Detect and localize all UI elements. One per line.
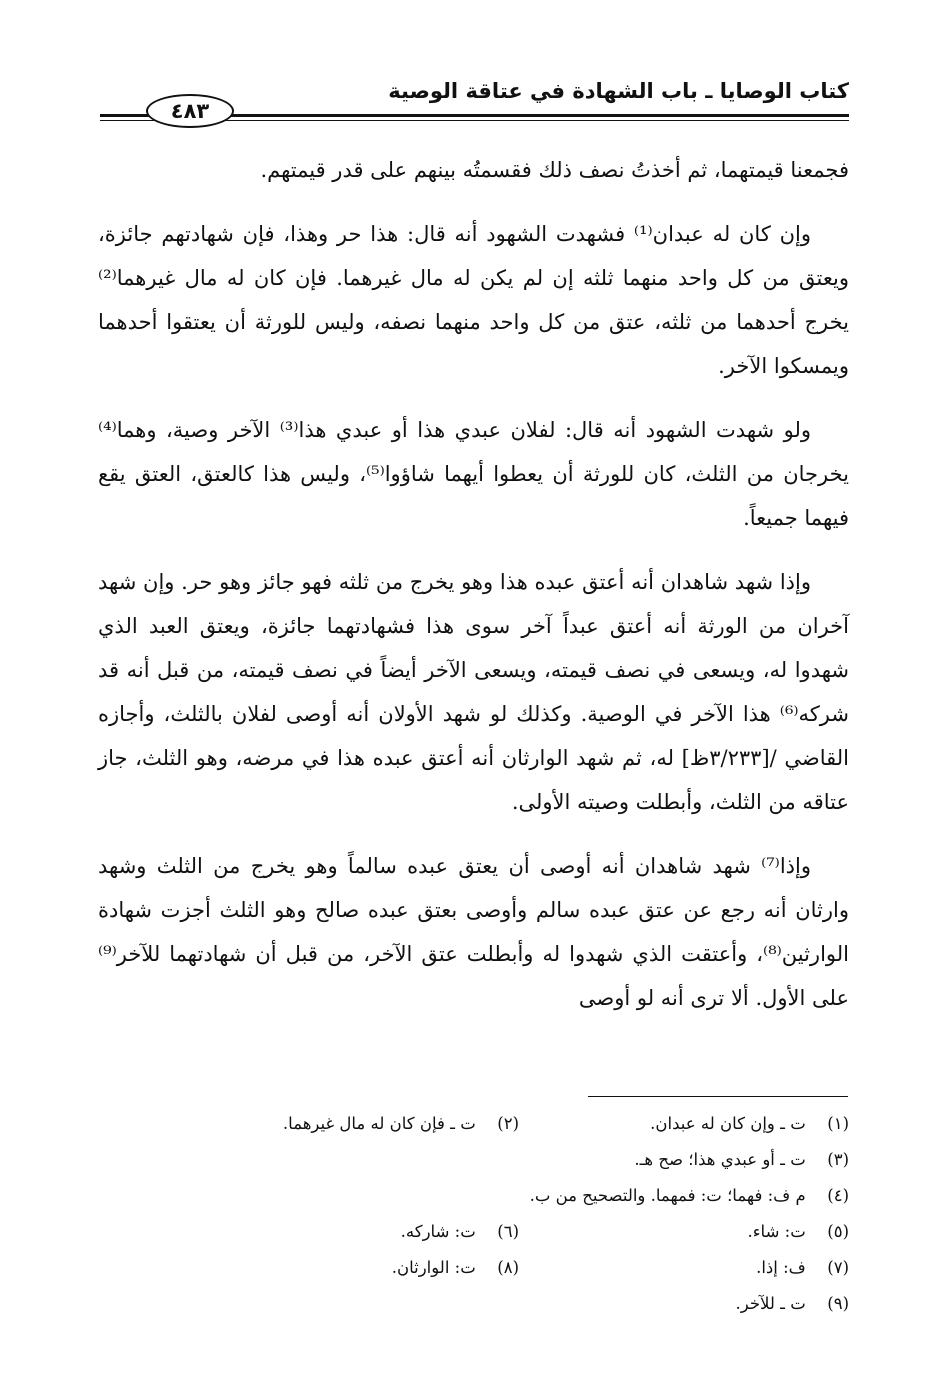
footnote-row [100, 1250, 849, 1286]
footnote-8 [189, 1250, 519, 1286]
main-text [98, 148, 849, 1020]
footnote-row [100, 1178, 849, 1214]
paragraph-2: وإن كان له عبدان⁽¹⁾ فشهدت الشهود أنه قال: هذا حر وهذا، فإن شهادتهم جائزة، ويعتق من كل واحد منهما ثلثه إن لم يكن له مال غيرهما. فإن كان له مال غيرهما⁽²⁾ يخرج أحدهما من ثلثه، عتق من كل واحد منهما نصفه، وليس للورثة أن يعتقوا أحدهما ويمسكوا الآخر. [98, 222, 849, 378]
footnote-marker: (٤) [827, 1186, 849, 1205]
footnote-row [100, 1286, 849, 1322]
footnote-text: م ف: فهما؛ ت: فمهما. والتصحيح من ب. [529, 1186, 806, 1205]
footnote-text: ت: الوارثان. [391, 1258, 476, 1277]
footnote-text: ت: شاء. [747, 1222, 806, 1241]
paragraph-3: ولو شهدت الشهود أنه قال: لفلان عبدي هذا أو عبدي هذا⁽³⁾ الآخر وصية، وهما⁽⁴⁾ يخرجان من الثلث، كان للورثة أن يعطوا أيهما شاؤوا⁽⁵⁾، وليس هذا كالعتق، العتق يقع فيهما جميعاً. [98, 418, 849, 530]
footnote-marker: (٦) [497, 1222, 519, 1241]
footnote-6 [189, 1214, 519, 1250]
footnote-marker: (٢) [497, 1114, 519, 1133]
footnote-marker: (٨) [497, 1258, 519, 1277]
paragraph-4: وإذا شهد شاهدان أنه أعتق عبده هذا وهو يخرج من ثلثه فهو جائز وهو حر. وإن شهد آخران من الورثة أنه أعتق عبداً آخر سوى هذا فشهادتهما جائزة، ويعتق العبد الذي شهدوا له، ويسعى في نصف قيمته، ويسعى الآخر أيضاً في نصف قيمته، من قبل أنه قد شركه⁽⁶⁾ هذا الآخر في الوصية. وكذلك لو شهد الأولان أنه أوصى لفلان بالثلث، وأجازه القاضي /[٣/٢٣٣ظ] له، ثم شهد الوارثان أنه أعتق عبده هذا في مرضه، وهو الثلث، جاز عتاقه من الثلث، وأبطلت وصيته الأولى. [98, 570, 849, 814]
footnote-1 [519, 1106, 849, 1142]
footnote-3 [634, 1142, 849, 1178]
footnote-text: ت ـ وإن كان له عبدان. [650, 1114, 806, 1133]
footnote-9 [519, 1286, 849, 1322]
footnote-marker: (١) [827, 1114, 849, 1133]
footnote-marker: (٧) [827, 1258, 849, 1277]
footnote-2 [189, 1106, 519, 1142]
running-header-title: كتاب الوصايا ـ باب الشهادة في عتاقة الوصية [388, 79, 849, 103]
footnote-row [100, 1142, 849, 1178]
footnote-5 [519, 1214, 849, 1250]
footnote-text: ت ـ أو عبدي هذا؛ صح هـ. [634, 1150, 806, 1169]
footnote-text: ف: إذا. [756, 1258, 806, 1277]
footnote-row [100, 1106, 849, 1142]
footnote-marker: (٥) [827, 1222, 849, 1241]
footnote-marker: (٣) [827, 1150, 849, 1169]
paragraph-5: وإذا⁽⁷⁾ شهد شاهدان أنه أوصى أن يعتق عبده سالماً وهو يخرج من الثلث وشهد وارثان أنه رجع عن عتق عبده سالم وأوصى بعتق عبده صالح وهو الثلث أجزت شهادة الوارثين⁽⁸⁾، وأعتقت الذي شهدوا له وأبطلت عتق الآخر، من قبل أن شهادتهما للآخر⁽⁹⁾ على الأول. ألا ترى أنه لو أوصى [98, 854, 849, 1010]
footnotes [100, 1106, 849, 1322]
footnote-separator [588, 1096, 848, 1097]
footnote-text: ت ـ للآخر. [735, 1294, 806, 1313]
footnote-row [100, 1214, 849, 1250]
paragraph-1: فجمعنا قيمتهما، ثم أخذتُ نصف ذلك فقسمتُه بينهم على قدر قيمتهم. [260, 158, 849, 182]
footnote-7 [519, 1250, 849, 1286]
page-number-badge: ٤٨٣ [146, 94, 234, 128]
footnote-text: ت: شاركه. [400, 1222, 476, 1241]
footnote-text: ت ـ فإن كان له مال غيرهما. [282, 1114, 476, 1133]
footnote-4 [530, 1178, 849, 1214]
footnote-marker: (٩) [827, 1294, 849, 1313]
